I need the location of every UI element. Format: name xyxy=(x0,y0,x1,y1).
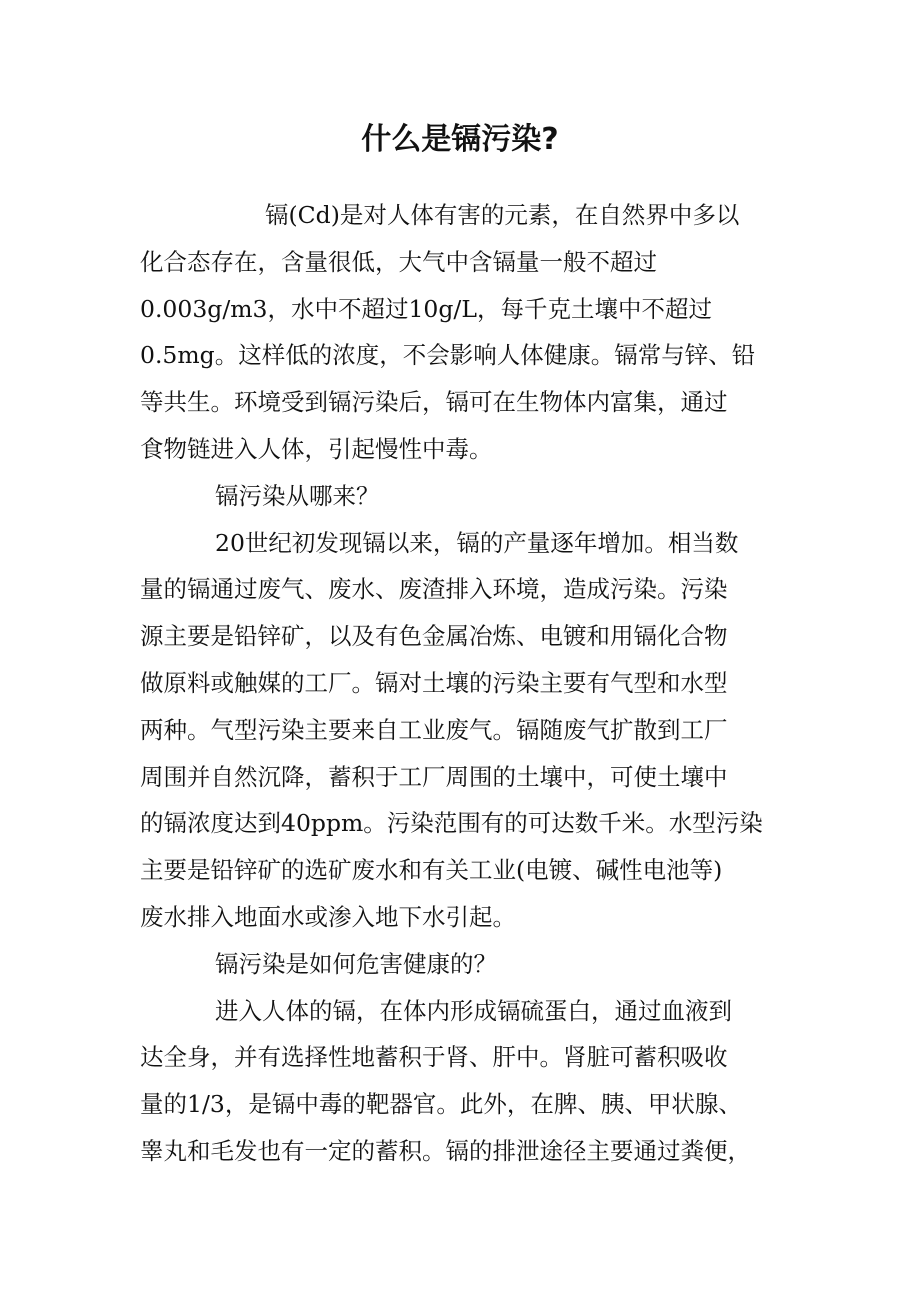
paragraph-line: 0.5mg。这样低的浓度，不会影响人体健康。镉常与锌、铅 xyxy=(140,341,756,370)
paragraph-line: 食物链进入人体，引起慢性中毒。 xyxy=(140,434,493,463)
paragraph-line: 化合态存在，含量很低，大气中含镉量一般不超过 xyxy=(140,247,657,276)
paragraph-line: 20世纪初发现镉以来，镉的产量逐年增加。相当数 xyxy=(215,528,739,557)
section-heading: 镉污染是如何危害健康的？ xyxy=(215,949,497,978)
paragraph-line: 的镉浓度达到40ppm。污染范围有的可达数千米。水型污染 xyxy=(140,809,763,838)
document-title: 什么是镉污染? xyxy=(361,122,559,157)
paragraph-line: 睾丸和毛发也有一定的蓄积。镉的排泄途径主要通过粪便， xyxy=(140,1136,751,1165)
paragraph-line: 达全身，并有选择性地蓄积于肾、肝中。肾脏可蓄积吸收 xyxy=(140,1043,728,1072)
paragraph-line: 两种。气型污染主要来自工业废气。镉随废气扩散到工厂 xyxy=(140,715,728,744)
paragraph-line: 等共生。环境受到镉污染后，镉可在生物体内富集，通过 xyxy=(140,388,728,417)
paragraph-line: 进入人体的镉，在体内形成镉硫蛋白，通过血液到 xyxy=(215,996,732,1025)
document-body xyxy=(140,192,800,1175)
paragraph-line: 主要是铅锌矿的选矿废水和有关工业(电镀、碱性电池等) xyxy=(140,856,723,885)
paragraph-line: 废水排入地面水或渗入地下水引起。 xyxy=(140,902,516,931)
section-heading: 镉污染从哪来？ xyxy=(215,481,380,510)
paragraph-line: 0.003g/m3，水中不超过10g/L，每千克土壤中不超过 xyxy=(140,294,712,323)
paragraph-line: 源主要是铅锌矿，以及有色金属冶炼、电镀和用镉化合物 xyxy=(140,622,728,651)
paragraph-line: 量的镉通过废气、废水、废渣排入环境，造成污染。污染 xyxy=(140,575,728,604)
paragraph-line: 周围并自然沉降，蓄积于工厂周围的土壤中，可使土壤中 xyxy=(140,762,728,791)
paragraph-line: 量的1/3，是镉中毒的靶器官。此外，在脾、胰、甲状腺、 xyxy=(140,1090,742,1119)
paragraph-line: 镉(Cd)是对人体有害的元素，在自然界中多以 xyxy=(265,201,740,229)
paragraph-line: 做原料或触媒的工厂。镉对土壤的污染主要有气型和水型 xyxy=(140,668,728,697)
